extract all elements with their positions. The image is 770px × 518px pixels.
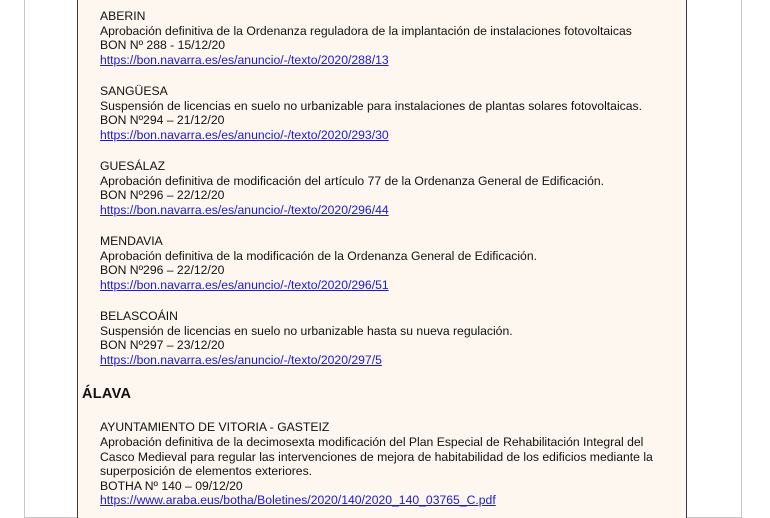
entry-name-aberin: ABERIN	[100, 9, 146, 23]
entry-link-belascoain[interactable]: https://bon.navarra.es/es/anuncio/-/texto/2020/297/5	[100, 353, 382, 367]
entry-name-belascoain: BELASCOÁIN	[100, 309, 178, 323]
entry-bulletin-guesalaz: BON Nº296 – 22/12/20	[100, 188, 225, 202]
entry-name-vitoria-gasteiz: AYUNTAMIENTO DE VITORIA - GASTEIZ	[100, 420, 330, 434]
entry-bulletin-vitoria-gasteiz: BOTHA Nº 140 – 09/12/20	[100, 479, 243, 493]
section-heading-alava: ÁLAVA	[82, 386, 132, 402]
entry-link-aberin[interactable]: https://bon.navarra.es/es/anuncio/-/texto/2020/288/13	[100, 53, 389, 67]
entry-link-mendavia[interactable]: https://bon.navarra.es/es/anuncio/-/texto/2020/296/51	[100, 278, 389, 292]
entry-bulletin-belascoain: BON Nº297 – 23/12/20	[100, 338, 225, 352]
entry-description-mendavia: Aprobación definitiva de la modificación de la Ordenanza General de Edificación.	[100, 249, 537, 263]
entry-description-guesalaz: Aprobación definitiva de modificación del artículo 77 de la Ordenanza General de Edificación.	[100, 174, 605, 188]
entry-link-sanguesa[interactable]: https://bon.navarra.es/es/anuncio/-/texto/2020/293/30	[100, 128, 389, 142]
entry-description-aberin: Aprobación definitiva de la Ordenanza reguladora de la implantación de instalaciones fotovoltaicas	[100, 24, 632, 38]
entry-bulletin-mendavia: BON Nº296 – 22/12/20	[100, 263, 225, 277]
entry-name-mendavia: MENDAVIA	[100, 234, 163, 248]
entry-link-vitoria-gasteiz[interactable]: https://www.araba.eus/botha/Boletines/2020/140/2020_140_03765_C.pdf	[100, 493, 496, 507]
entry-link-guesalaz[interactable]: https://bon.navarra.es/es/anuncio/-/texto/2020/296/44	[100, 203, 389, 217]
entry-description-belascoain: Suspensión de licencias en suelo no urbanizable hasta su nueva regulación.	[100, 324, 513, 338]
entry-name-sanguesa: SANGÜESA	[100, 84, 168, 98]
entry-description-line-1: Aprobación definitiva de la decimosexta modificación del Plan Especial de Rehabilitación Integral del	[100, 435, 644, 449]
entry-description-line-2: Casco Medieval para regular las intervenciones de mejora de habitabilidad de los edificios mediante la	[100, 450, 653, 464]
entry-description-sanguesa: Suspensión de licencias en suelo no urbanizable para instalaciones de plantas solares fotovoltaicas.	[100, 99, 643, 113]
entry-bulletin-aberin: BON Nº 288 - 15/12/20	[100, 38, 226, 52]
entry-bulletin-sanguesa: BON Nº294 – 21/12/20	[100, 113, 225, 127]
entry-description-line-3: superposición de elementos exteriores.	[100, 464, 313, 478]
entry-name-guesalaz: GUESÁLAZ	[100, 159, 166, 173]
